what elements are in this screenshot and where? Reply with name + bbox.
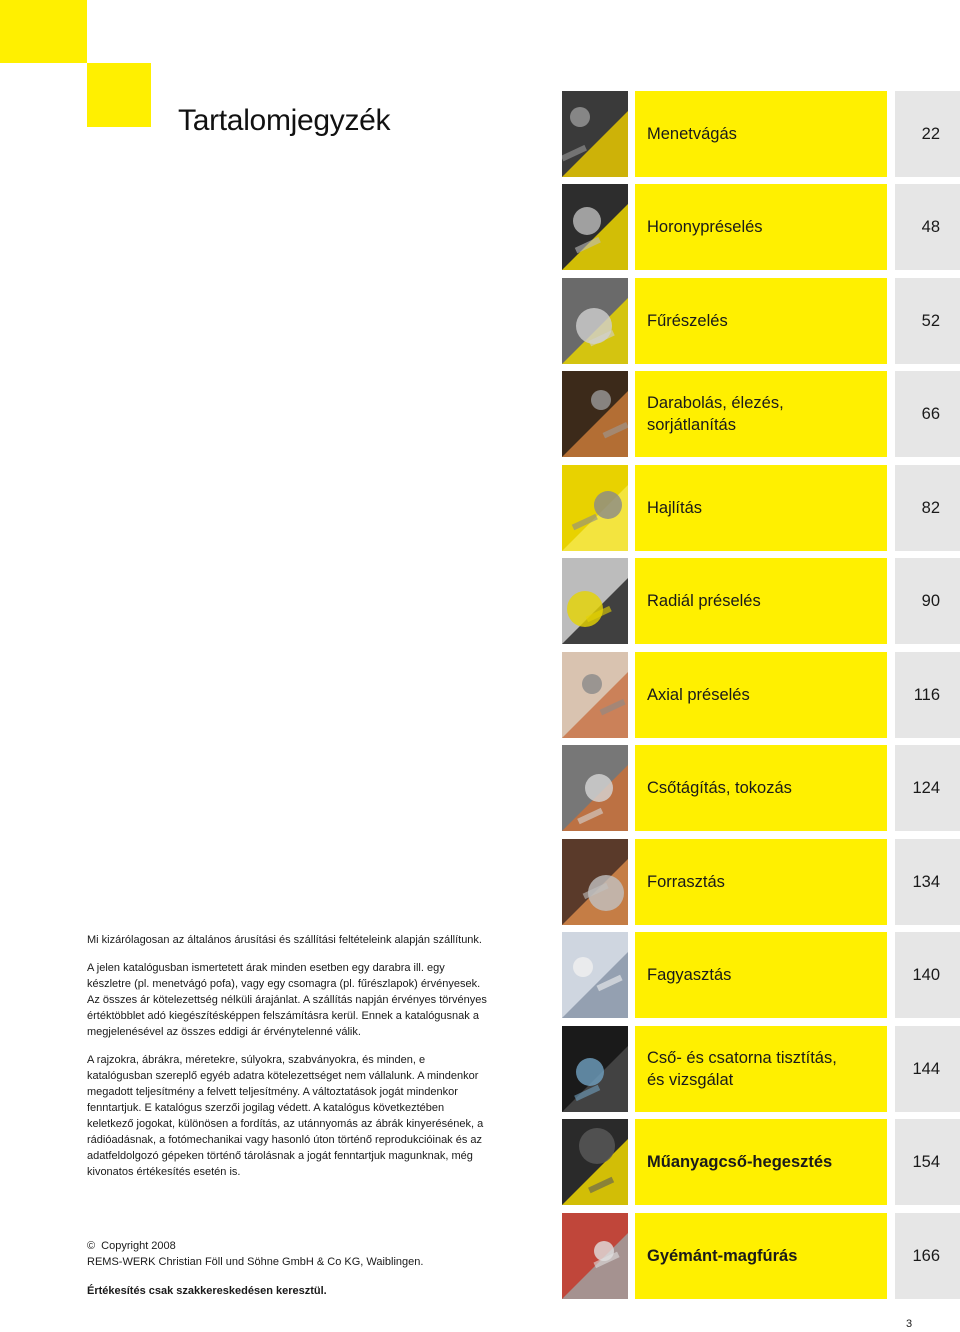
- bending-former-photo: [562, 465, 628, 551]
- axial-press-photo: [562, 652, 628, 738]
- toc-page-number-text: 140: [912, 965, 940, 984]
- toc-page-number-text: 166: [912, 1246, 940, 1265]
- terms-paragraph: A rajzokra, ábrákra, méretekre, súlyokra, szabványokra, és minden, e katalógusban szereplő egyéb adatra kötelezettséget nem vállalunk. A mindenkor megadott teljesítmény a felvett teljesítmény. A változtatások jogát mindenkor fenntartjuk. E katalógus szerzői jogilag védett. A katalógus következtében keletkező jogokat, különösen a fordítás, az utánnyomás az ábrák kinyerésének, a rádióadásnak, a fotómechanikai vagy hasonló úton történő reprodukcióinak és az adatfeldolgozó gépeken történő tárolásnak a jogát fenntartjuk magunknak, még kivonatos értékesítés esetén is.: [87, 1054, 484, 1178]
- toc-page-number-text: 22: [921, 124, 940, 143]
- toc-page-number: [895, 1026, 960, 1112]
- toc-page-number: [895, 558, 960, 644]
- toc-page-number-text: 82: [921, 498, 940, 517]
- toc-page-number: [895, 91, 960, 177]
- pipe-cutter-photo: [562, 371, 628, 457]
- toc-label-text: Axial préselés: [647, 686, 750, 704]
- copyright-company: REMS-WERK Christian Föll und Söhne GmbH & Co KG, Waiblingen.: [87, 1256, 424, 1268]
- copyright-symbol: ©: [87, 1240, 96, 1252]
- toc-page-number-text: 144: [912, 1059, 940, 1078]
- toc-page-number: [895, 932, 960, 1018]
- threading-machine-photo: [562, 91, 628, 177]
- toc-row: [0, 371, 960, 457]
- toc-page-number-text: 154: [912, 1152, 940, 1171]
- toc-label-text: Menetvágás: [647, 125, 737, 143]
- toc-label-text: Horonypréselés: [647, 218, 763, 236]
- terms-paragraph: Mi kizárólagosan az általános árusítási és szállítási feltételeink alapján szállítunk.: [87, 934, 482, 946]
- toc-row: [0, 278, 960, 364]
- toc-label-text: Csőtágítás, tokozás: [647, 779, 792, 797]
- toc-page-number-text: 66: [921, 404, 940, 423]
- toc-page-number: [895, 652, 960, 738]
- toc-page-number: [895, 839, 960, 925]
- toc-label-text: Fűrészelés: [647, 312, 728, 330]
- toc-label: [635, 745, 887, 831]
- toc-page-number-text: 116: [913, 685, 940, 704]
- sales-note: Értékesítés csak szakkereskedésen keresztül.: [87, 1285, 327, 1297]
- toc-page-number: [895, 1213, 960, 1299]
- toc-label: [635, 1026, 887, 1112]
- toc-label-text: Gyémánt-magfúrás: [647, 1247, 798, 1265]
- freezing-photo: [562, 932, 628, 1018]
- toc-row: [0, 558, 960, 644]
- toc-label: [635, 932, 887, 1018]
- toc-label: [635, 184, 887, 270]
- toc-label: [635, 558, 887, 644]
- toc-row: [0, 745, 960, 831]
- toc-row: [0, 184, 960, 270]
- toc-page-number-text: 52: [921, 311, 940, 330]
- decorative-yellow-square: [0, 0, 87, 63]
- toc-page-number-text: 48: [921, 217, 940, 236]
- toc-label-text: Radiál préselés: [647, 592, 761, 610]
- toc-row: [0, 652, 960, 738]
- toc-label-text: Műanyagcső-hegesztés: [647, 1153, 833, 1171]
- toc-label: [635, 1119, 887, 1205]
- toc-page-number: [895, 465, 960, 551]
- toc-label: [635, 465, 887, 551]
- toc-label-text: Forrasztás: [647, 873, 725, 891]
- toc-row: [0, 839, 960, 925]
- toc-row: [0, 465, 960, 551]
- toc-page-number-text: 90: [921, 591, 940, 610]
- toc-label: [635, 371, 887, 457]
- toc-label: [635, 91, 887, 177]
- pipe-expander-photo: [562, 745, 628, 831]
- toc-page-number: [895, 371, 960, 457]
- terms-text: [87, 932, 487, 1192]
- soldering-photo: [562, 839, 628, 925]
- grooving-machine-photo: [562, 184, 628, 270]
- radial-press-photo: [562, 558, 628, 644]
- copyright-year: Copyright 2008: [101, 1240, 176, 1252]
- toc-page-number-text: 134: [912, 872, 940, 891]
- toc-page-number: [895, 745, 960, 831]
- toc-page-number: [895, 184, 960, 270]
- saw-photo: [562, 278, 628, 364]
- toc-label-text: Fagyasztás: [647, 966, 732, 984]
- toc-label: [635, 839, 887, 925]
- toc-label: [635, 278, 887, 364]
- drain-camera-photo: [562, 1026, 628, 1112]
- plastic-welding-photo: [562, 1119, 628, 1205]
- toc-label-text: Cső- és csatorna tisztítás, és vizsgálat: [647, 1049, 837, 1089]
- toc-label: [635, 1213, 887, 1299]
- toc-label-text: Hajlítás: [647, 499, 703, 517]
- page-number: 3: [906, 1318, 913, 1330]
- page-title: Tartalomjegyzék: [178, 104, 391, 138]
- terms-paragraph: A jelen katalógusban ismertetett árak minden esetben egy darabra ill. egy készletre (pl. menetvágó pofa), vagy egy csomagra (pl. fűrészlapok) érvényesek. Az összes ár kötelezettség nélküli árajánlat. A szállítás napján érvényes törvényes értéktöbblet adó kiegészítésképpen felszámításra kerül. Ennek a katalógusnak a megjelenésével az összes eddigi ár érvénytelenné válik.: [87, 962, 487, 1038]
- toc-label: [635, 652, 887, 738]
- toc-page-number: [895, 278, 960, 364]
- diamond-core-drill-photo: [562, 1213, 628, 1299]
- copyright: [87, 1238, 423, 1270]
- toc-row: [0, 91, 960, 177]
- toc-page-number: [895, 1119, 960, 1205]
- toc-label-text: Darabolás, élezés, sorjátlanítás: [647, 394, 784, 434]
- toc-page-number-text: 124: [912, 778, 940, 797]
